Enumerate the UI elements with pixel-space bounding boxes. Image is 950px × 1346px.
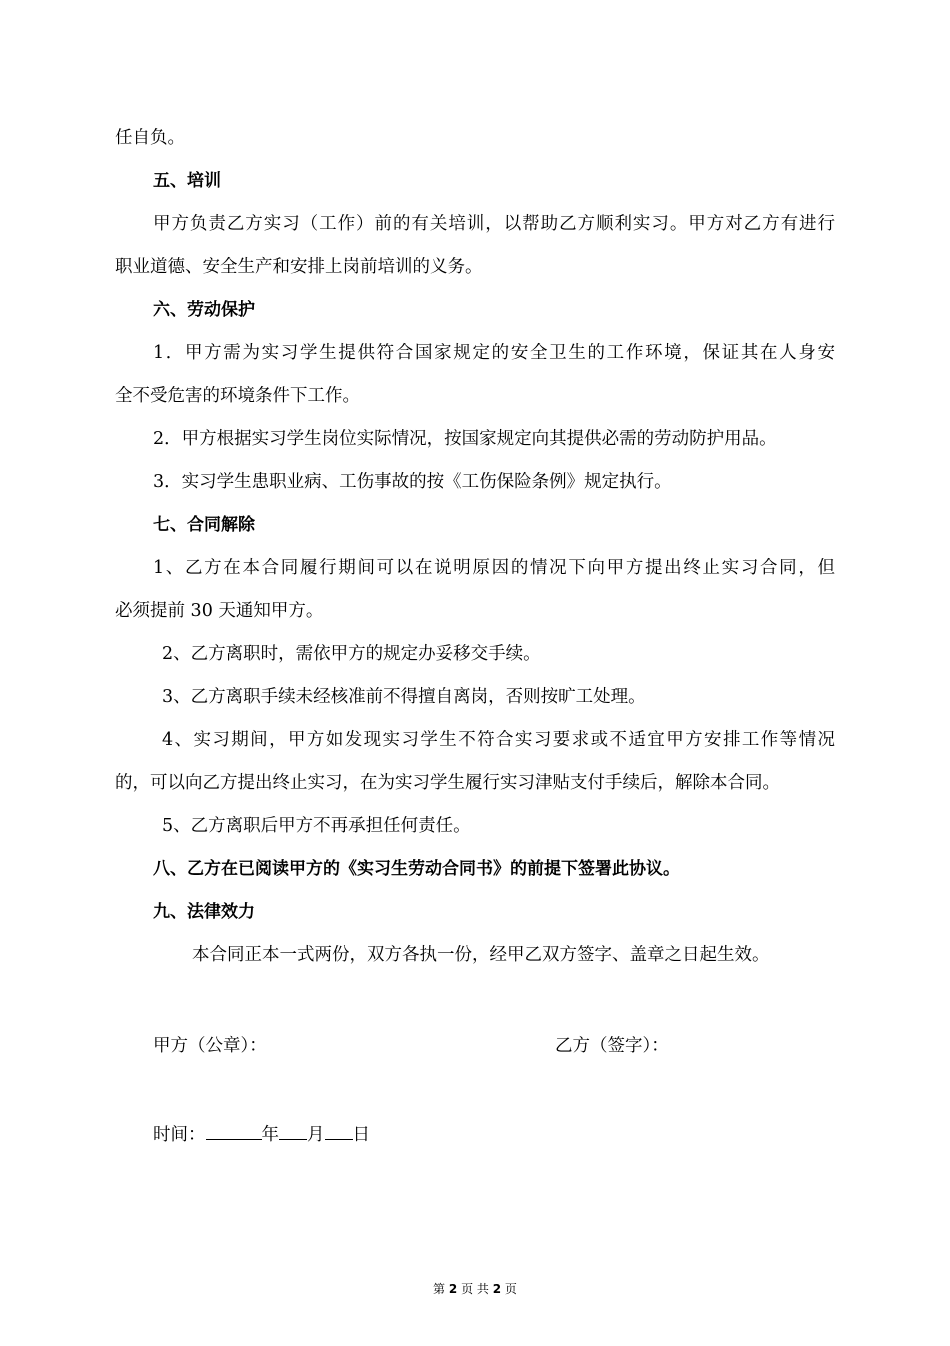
list-item-line: 的，可以向乙方提出终止实习，在为实习学生履行实习津贴支付手续后，解除本合同。 — [115, 773, 780, 793]
list-item-line: 全不受危害的环境条件下工作。 — [115, 386, 360, 406]
list-item-line: 4、实习期间，甲方如发现实习学生不符合实习要求或不适宜甲方安排工作等情况 — [162, 730, 835, 750]
footer-mid: 页 共 — [461, 1282, 489, 1296]
list-item: 3．实习学生患职业病、工伤事故的按《工伤保险条例》规定执行。 — [153, 472, 672, 492]
party-a-label: 甲方（公章）： — [153, 1036, 267, 1056]
year-blank — [206, 1121, 262, 1140]
day-label: 日 — [352, 1125, 370, 1145]
date-label: 时间： — [153, 1125, 206, 1145]
current-page-number: 2 — [448, 1282, 458, 1296]
year-label: 年 — [261, 1125, 279, 1145]
footer-post: 页 — [504, 1282, 517, 1296]
day-blank — [325, 1121, 353, 1140]
page-footer — [0, 1281, 950, 1297]
list-item: 2、乙方离职时，需依甲方的规定办妥移交手续。 — [162, 644, 541, 664]
footer-pre: 第 — [433, 1282, 446, 1296]
list-item: 3、乙方离职手续未经核准前不得擅自离岗，否则按旷工处理。 — [162, 687, 646, 707]
paragraph-line: 甲方负责乙方实习（工作）前的有关培训，以帮助乙方顺利实习。甲方对乙方有进行 — [153, 214, 835, 234]
list-item-line: 1、乙方在本合同履行期间可以在说明原因的情况下向甲方提出终止实习合同，但 — [153, 558, 835, 578]
date-line — [153, 1121, 370, 1147]
section-heading-termination: 七、合同解除 — [153, 515, 255, 535]
list-item-line: 必须提前 30 天通知甲方。 — [115, 601, 324, 621]
month-blank — [279, 1121, 307, 1140]
paragraph-line: 职业道德、安全生产和安排上岗前培训的义务。 — [115, 257, 483, 277]
section-heading-training: 五、培训 — [153, 171, 221, 191]
total-page-number: 2 — [492, 1282, 502, 1296]
section-heading-labor-protection: 六、劳动保护 — [153, 300, 255, 320]
list-item: 2．甲方根据实习学生岗位实际情况，按国家规定向其提供必需的劳动防护用品。 — [153, 429, 777, 449]
list-item: 5、乙方离职后甲方不再承担任何责任。 — [162, 816, 471, 836]
section-heading-agreement: 八、乙方在已阅读甲方的《实习生劳动合同书》的前提下签署此协议。 — [153, 859, 680, 879]
section-heading-legal-effect: 九、法律效力 — [153, 902, 255, 922]
paragraph-continuation: 任自负。 — [115, 128, 185, 148]
list-item-line: 1．甲方需为实习学生提供符合国家规定的安全卫生的工作环境，保证其在人身安 — [153, 343, 835, 363]
month-label: 月 — [307, 1125, 325, 1145]
paragraph-line: 本合同正本一式两份，双方各执一份，经甲乙双方签字、盖章之日起生效。 — [192, 945, 770, 965]
party-b-label: 乙方（签字）： — [555, 1036, 669, 1056]
